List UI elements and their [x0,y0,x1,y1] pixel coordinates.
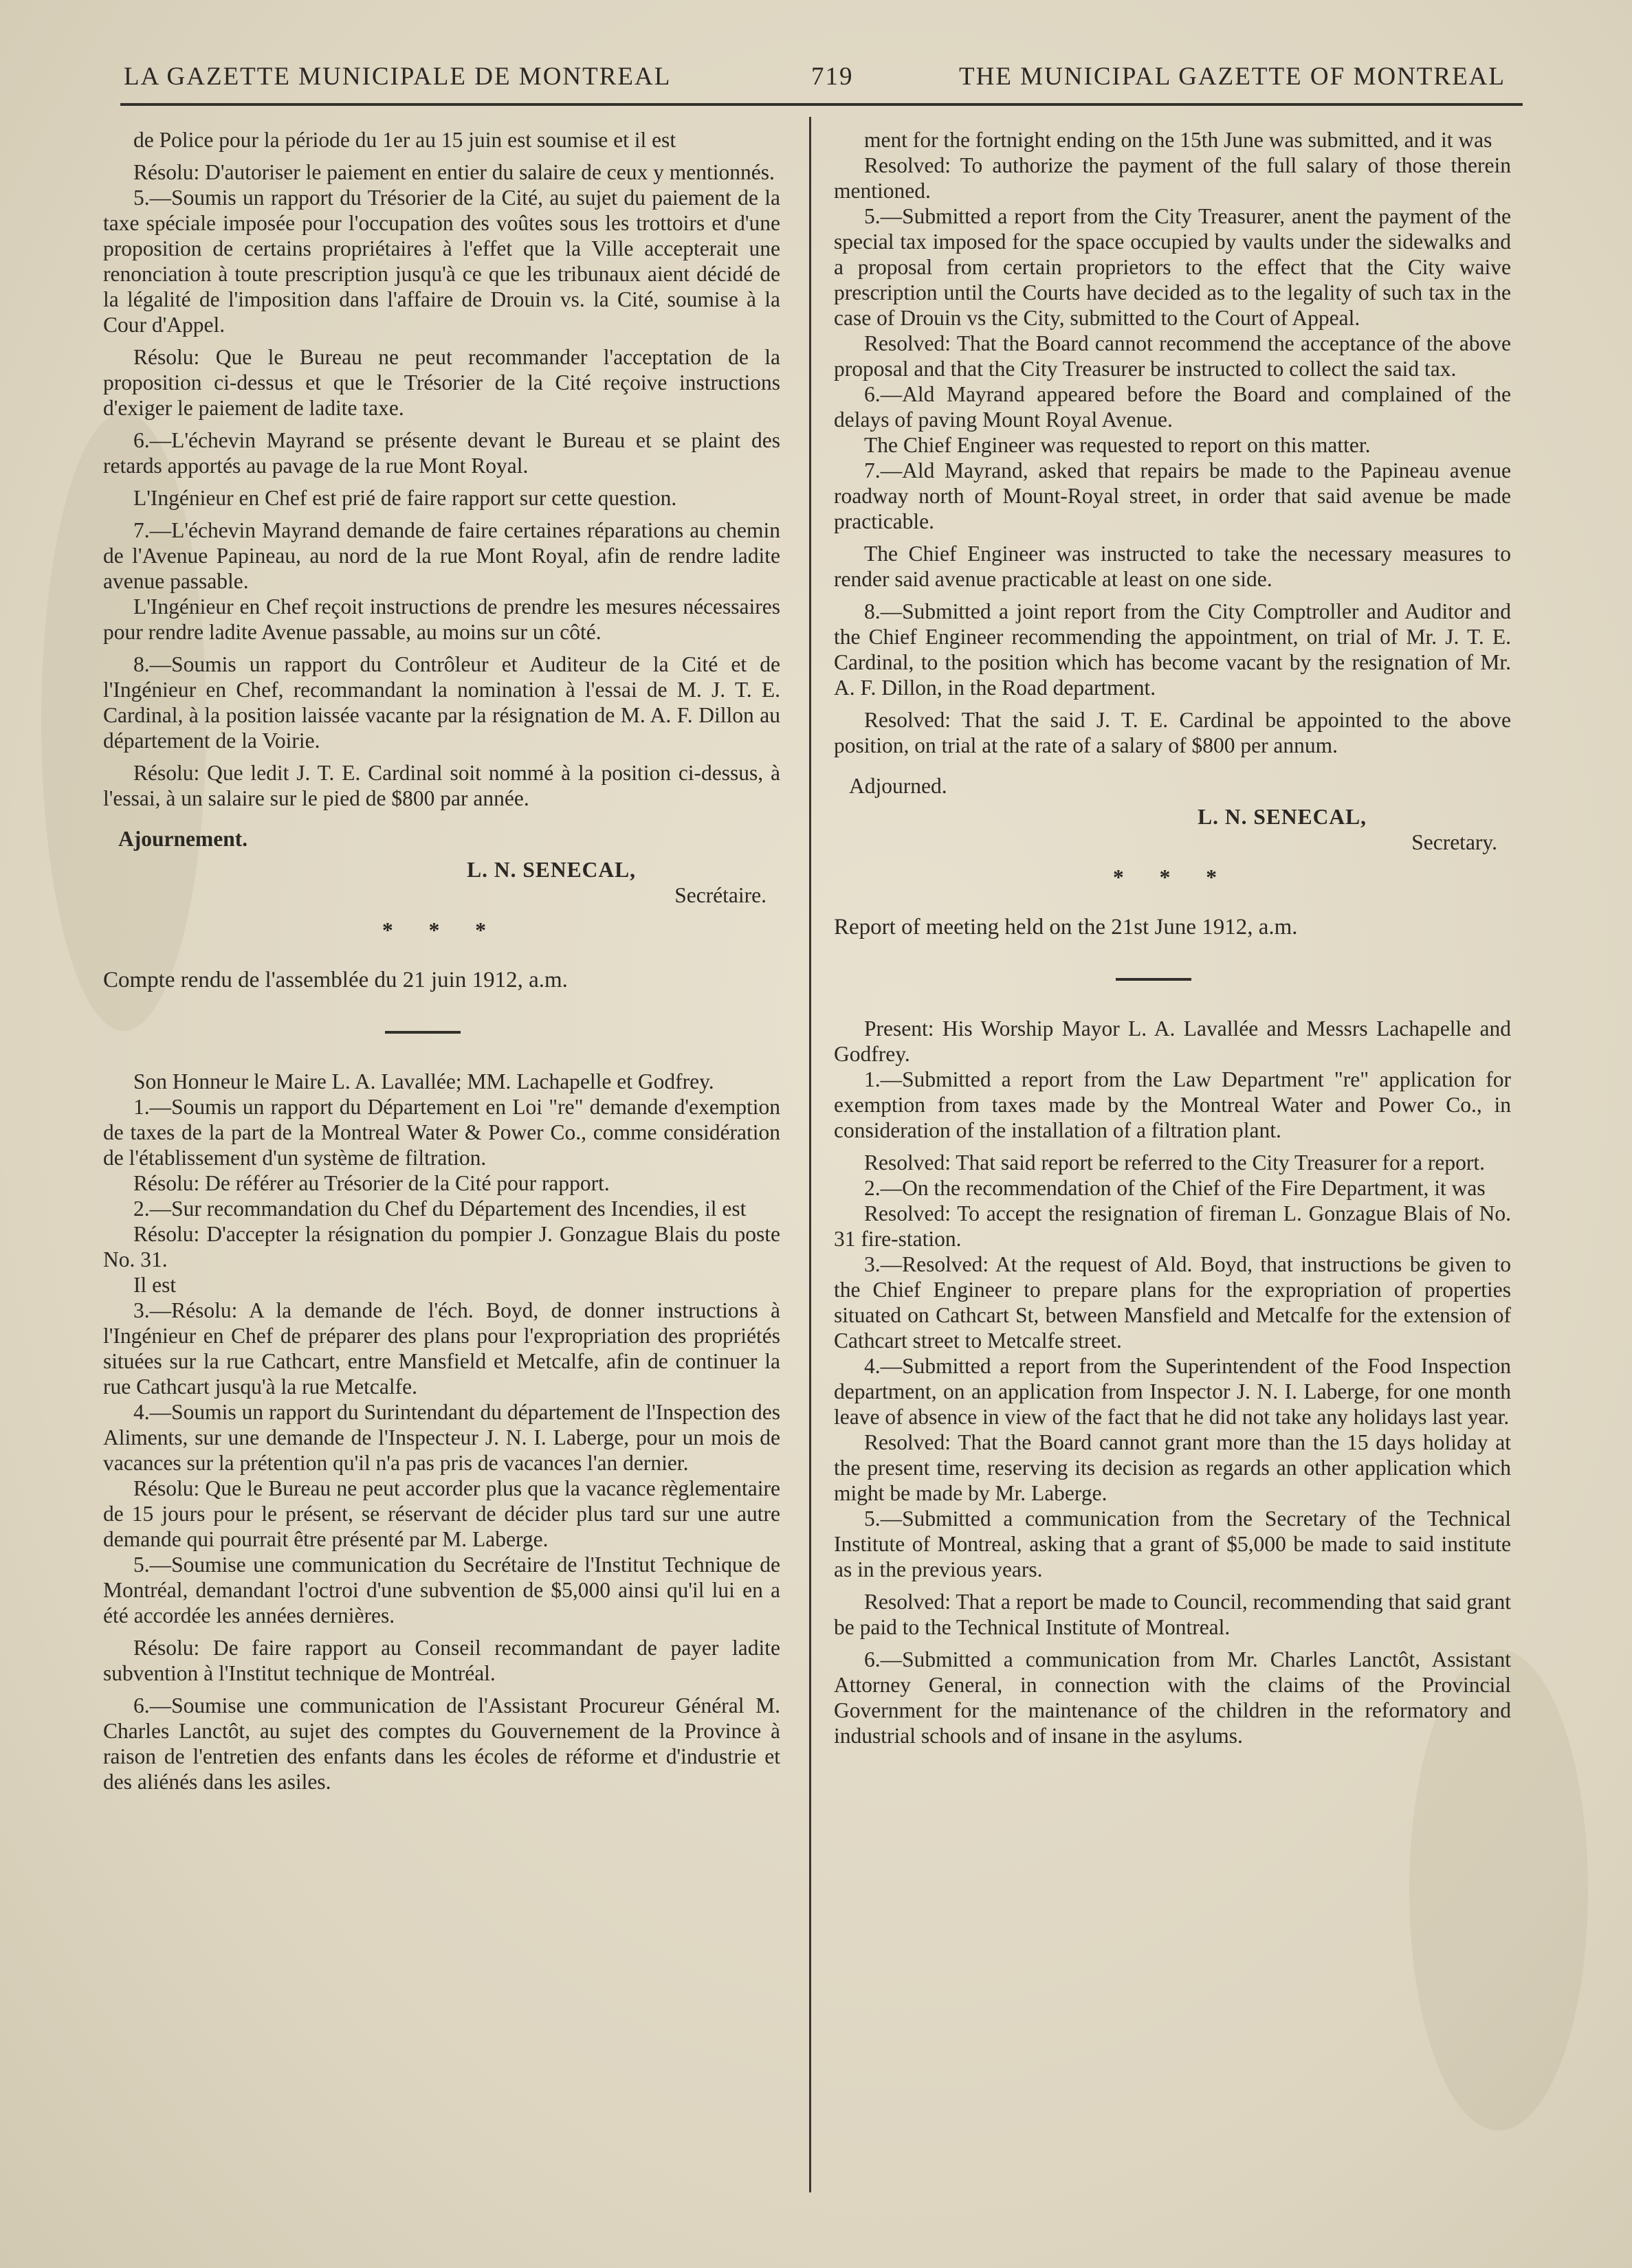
paragraph: 5.—Submitted a report from the City Treasurer, anent the payment of the special tax imposed for the space occupied by vaults under the sidewalks and a proposal from certain proprietors to the effect that the City waive prescription until the Courts have decided as to the legality of such tax in the case of Drouin vs the City, submitted to the Court of Appeal. [834,204,1511,330]
paragraph: 5.—Soumis un rapport du Trésorier de la Cité, au sujet du paiement de la taxe spéciale imposée pour l'occupation des voûtes sous les trottoirs et d'une proposition de certains propriétaires à l'effet que la Ville accepterait une renonciation à toute prescription jusqu'à ce que les tribunaux aient décidé de la légalité de l'imposition dans l'affaire de Drouin vs. la Cité, soumise à la Cour d'Appel. [103,186,780,337]
paragraph: Résolu: De faire rapport au Conseil recommandant de payer ladite subvention à l'Institut technique de Montréal. [103,1636,780,1685]
paragraph: 8.—Soumis un rapport du Contrôleur et Auditeur de la Cité et de l'Ingénieur en Chef, recommandant la nomination à l'essai de M. J. T. E. Cardinal, à la position laissée vacante par la résignation de M. A. F. Dillon au département de la Voirie. [103,652,780,753]
paragraph: Résolu: De référer au Trésorier de la Cité pour rapport. [133,1171,610,1195]
paragraph: de Police pour la période du 1er au 15 juin est soumise et il est [133,128,676,152]
paragraph: Resolved: That the Board cannot grant more than the 15 days holiday at the present time, reserving its decision as regards an other application which might be made by Mr. Laberge. [834,1430,1511,1505]
paragraph: Résolu: Que ledit J. T. E. Cardinal soit nommé à la position ci-dessus, à l'essai, à un salaire sur le pied de $800 par année. [103,761,780,810]
paragraph: Résolu: Que le Bureau ne peut accorder plus que la vacance règlementaire de 15 jours pour le présent, se réservant de décider plus tard sur une autre demande qui pourrait être présenté par M. Laberge. [103,1476,780,1551]
paragraph: 6.—Submitted a communication from Mr. Charles Lanctôt, Assistant Attorney General, in connection with the claims of the Provincial Government for the maintenance of the children in the reformatory and industrial schools and of insane in the asylums. [834,1647,1511,1748]
paragraph: 4.—Submitted a report from the Superintendent of the Food Inspection department, on an application from Inspector J. N. I. Laberge, for one month leave of absence in view of the fact that he did not take any holidays last year. [834,1354,1511,1429]
section-rule-wrap [103,993,780,1069]
paragraph: Il est [133,1273,177,1297]
paragraph: The Chief Engineer was instructed to take the necessary measures to render said avenue practicable at least on one side. [834,542,1511,591]
signature-title: Secrétaire. [674,883,767,907]
section-stars: * * * [1113,865,1232,889]
french-column [103,127,780,1794]
paragraph: 7.—Ald Mayrand, asked that repairs be made to the Papineau avenue roadway north of Mount-Royal street, in order that said avenue be made practicable. [834,458,1511,533]
signature-name: L. N. SENECAL, [467,858,636,882]
paragraph: 3.—Résolu: A la demande de l'éch. Boyd, de donner instructions à l'Ingénieur en Chef de préparer des plans pour l'expropriation des propriétés situées sur la rue Cathcart, entre Mansfield et Metcalfe, afin de continuer la rue Cathcart jusqu'à la rue Metcalfe. [103,1298,780,1399]
signature-title: Secretary. [1411,830,1497,854]
paragraph: Resolved: That the said J. T. E. Cardinal be appointed to the above position, on trial at the rate of a salary of $800 per annum. [834,708,1511,757]
paragraph: 8.—Submitted a joint report from the City Comptroller and Auditor and the Chief Engineer recommending the appointment, on trial of Mr. J. T. E. Cardinal, to the position which has become vacant by the resignation of Mr. A. F. Dillon, in the Road department. [834,599,1511,700]
english-column [834,127,1511,1748]
paragraph: Resolved: That a report be made to Council, recommending that said grant be paid to the Technical Institute of Montreal. [834,1590,1511,1639]
page-number: 719 [811,63,854,91]
paragraph: 6.—Soumise une communication de l'Assistant Procureur Général M. Charles Lanctôt, au sujet des comptes du Gouvernement de la Province à raison de l'entretien des enfants dans les écoles de réforme et d'industrie et des aliénés dans les asiles. [103,1693,780,1794]
paragraph: 1.—Submitted a report from the Law Department "re" application for exemption from taxes made by the Montreal Water and Power Co., in consideration of the installation of a filtration plant. [834,1067,1511,1142]
paragraph: 3.—Resolved: At the request of Ald. Boyd, that instructions be given to the Chief Engineer to prepare plans for the expropriation of properties situated on Cathcart St, between Mansfield and Metcalfe for the extension of Cathcart street to Metcalfe street. [834,1252,1511,1353]
section-rule-wrap [834,940,1511,1016]
paragraph: 6.—L'échevin Mayrand se présente devant le Bureau et se plaint des retards apportés au pavage de la rue Mont Royal. [103,428,780,478]
column-divider [809,117,811,2192]
paragraph: ment for the fortnight ending on the 15th June was submitted, and it was [864,128,1492,152]
section-rule [1116,978,1191,981]
header-rule [120,103,1523,106]
paragraph: 5.—Soumise une communication du Secrétaire de l'Institut Technique de Montréal, demandant l'octroi d'une subvention de $5,000 ainsi qu'il lui en a été accordée les années dernières. [103,1553,780,1627]
paragraph: Resolved: To accept the resignation of fireman L. Gonzague Blais of No. 31 fire-station. [834,1201,1511,1251]
section-rule [385,1031,461,1034]
paragraph: L'Ingénieur en Chef est prié de faire rapport sur cette question. [133,486,677,510]
paragraph: Résolu: Que le Bureau ne peut recommander l'acceptation de la proposition ci-dessus et que le Trésorier de la Cité reçoive instructions d'exiger le paiement de ladite taxe. [103,345,780,420]
adjournment: Ajournement. [118,827,248,851]
paragraph: L'Ingénieur en Chef reçoit instructions de prendre les mesures nécessaires pour rendre ladite Avenue passable, au moins sur un côté. [103,594,780,644]
paragraph: Resolved: That the Board cannot recommend the acceptance of the above proposal and that the City Treasurer be instructed to collect the said tax. [834,331,1511,381]
adjournment: Adjourned. [849,774,947,798]
paragraph: 5.—Submitted a communication from the Secretary of the Technical Institute of Montreal, asking that a grant of $5,000 be made to said institute as in the previous years. [834,1507,1511,1581]
report-title: Compte rendu de l'assemblée du 21 juin 1912, a.m. [103,968,568,992]
section-stars: * * * [382,918,501,942]
paragraph: 1.—Soumis un rapport du Département en Loi "re" demande d'exemption de taxes de la part de la Montreal Water & Power Co., comme considération de l'établissement d'un système de filtration. [103,1095,780,1170]
page-header [124,55,1506,103]
paragraph: Son Honneur le Maire L. A. Lavallée; MM. Lachapelle et Godfrey. [133,1069,714,1093]
paragraph: Resolved: That said report be referred to the City Treasurer for a report. [864,1150,1486,1175]
paragraph: Present: His Worship Mayor L. A. Lavallée and Messrs Lachapelle and Godfrey. [834,1016,1511,1066]
paragraph: 2.—On the recommendation of the Chief of the Fire Department, it was [864,1176,1486,1200]
paragraph: The Chief Engineer was requested to report on this matter. [864,433,1371,457]
paragraph: 6.—Ald Mayrand appeared before the Board and complained of the delays of paving Mount Royal Avenue. [834,382,1511,432]
header-english-title: THE MUNICIPAL GAZETTE OF MONTREAL [959,63,1506,91]
signature-name: L. N. SENECAL, [1198,805,1367,829]
report-title: Report of meeting held on the 21st June 1912, a.m. [834,915,1298,940]
header-french-title: LA GAZETTE MUNICIPALE DE MONTREAL [124,63,672,91]
paragraph: Résolu: D'autoriser le paiement en entier du salaire de ceux y mentionnés. [133,160,775,184]
paragraph: Résolu: D'accepter la résignation du pompier J. Gonzague Blais du poste No. 31. [103,1222,780,1271]
paragraph: Resolved: To authorize the payment of the full salary of those therein mentioned. [834,153,1511,203]
paragraph: 7.—L'échevin Mayrand demande de faire certaines réparations au chemin de l'Avenue Papineau, au nord de la rue Mont Royal, afin de rendre ladite avenue passable. [103,518,780,593]
paragraph: 2.—Sur recommandation du Chef du Département des Incendies, il est [133,1197,747,1221]
paragraph: 4.—Soumis un rapport du Surintendant du département de l'Inspection des Aliments, sur une demande de l'Inspecteur J. N. I. Laberge, pour un mois de vacances sur la prétention qu'il n'a pas pris de vacances l'an dernier. [103,1400,780,1475]
